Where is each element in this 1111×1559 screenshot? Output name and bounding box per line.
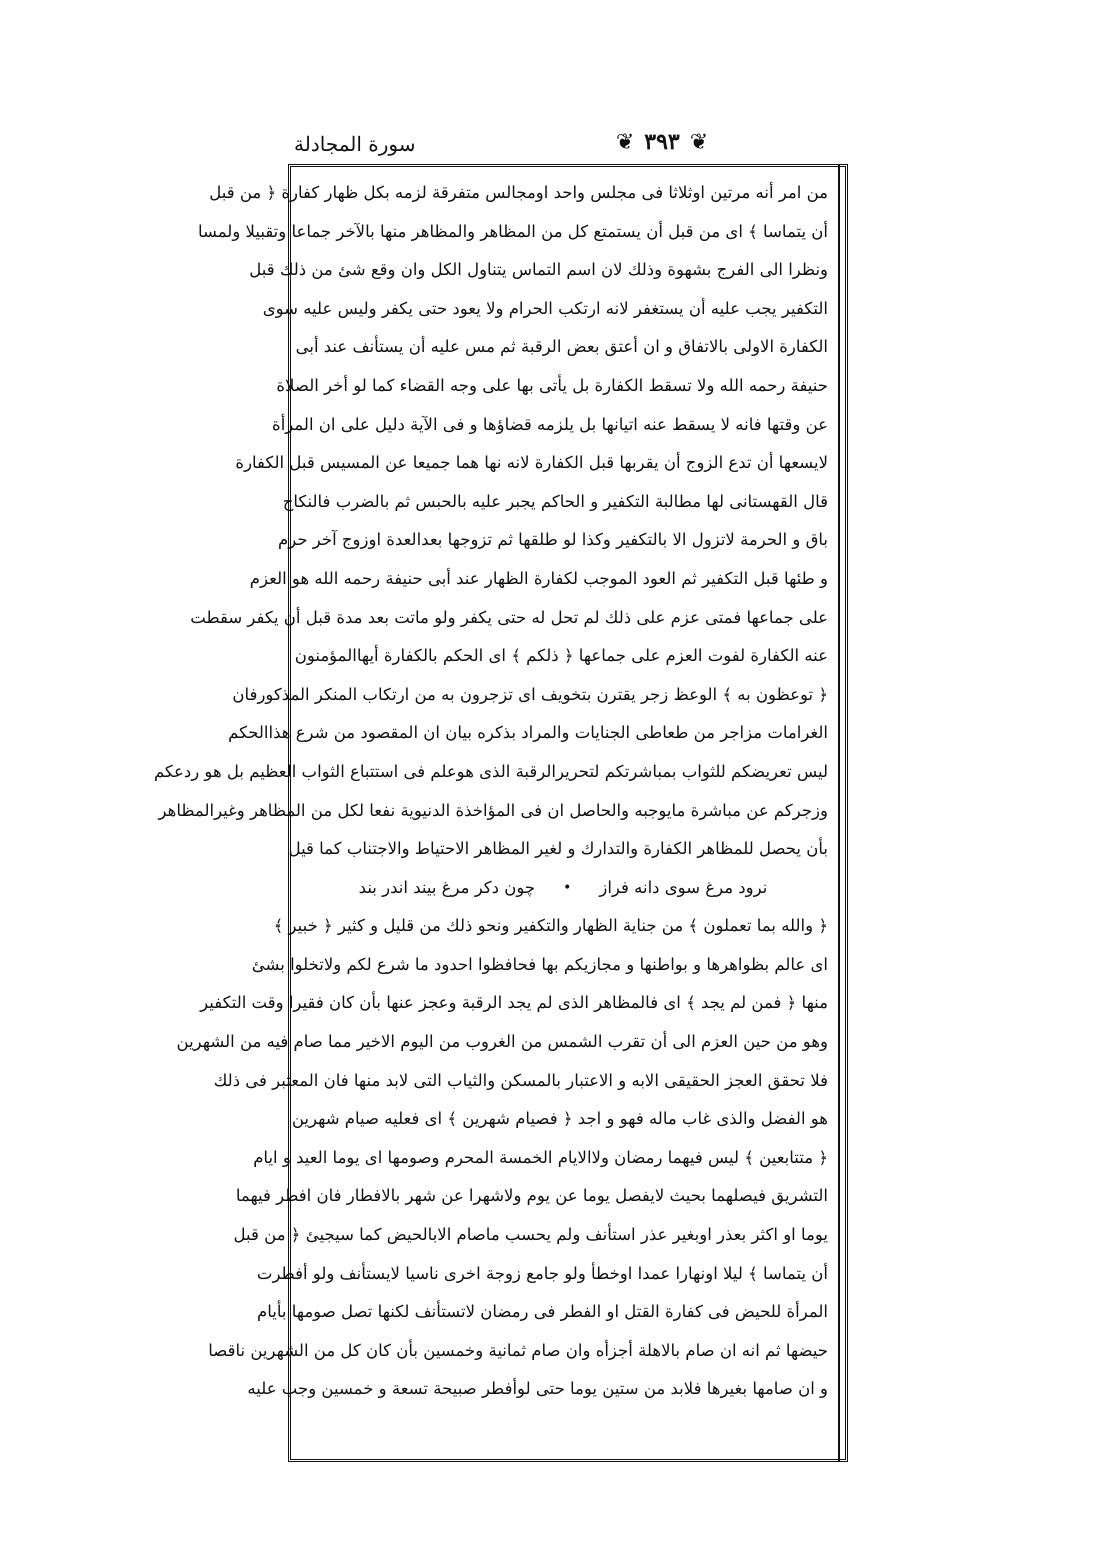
- text-line: وهو من حين العزم الى أن تقرب الشمس من الغروب من اليوم الاخير مما صام فيه من الشهرين: [176, 1032, 828, 1052]
- text-line: ليس تعريضكم للثواب بمباشرتكم لتحريرالرقبة الذى هوعلم فى استتباع الثواب العظيم بل هو ردعكم: [153, 761, 828, 781]
- text-block: [153, 174, 828, 1454]
- text-line: لايسعها أن تدع الزوج أن يقربها قبل الكفارة لانه نها هما جميعا عن المسيس قبل الكفارة: [235, 453, 828, 473]
- poem-hemistich-left: چون دكر مرغ بيند اندر بند: [358, 877, 536, 897]
- text-line: التكفير يجب عليه أن يستغفر لانه ارتكب الحرام ولا يعود حتى يكفر وليس عليه سوى: [262, 298, 828, 318]
- text-line: ﴿ متتابعين ﴾ ليس فيهما رمضان ولاالايام الخمسة المحرم وصومها اى يوما العيد و ايام: [253, 1147, 828, 1167]
- text-line: حنيفة رحمه الله ولا تسقط الكفارة بل يأتى بها على وجه القضاء كما لو أخر الصلاة: [276, 375, 828, 395]
- text-line: هو الفضل والذى غاب ماله فهو و اجد ﴿ فصيام شهرين ﴾ اى فعليه صيام شهرين: [291, 1109, 828, 1129]
- page-header: [288, 128, 848, 164]
- text-line: يوما او اكثر بعذر اوبغير عذر استأنف ولم يحسب ماصام الابالحيض كما سيجيئ ﴿ من قبل: [233, 1225, 828, 1245]
- page-number-block: [592, 124, 732, 160]
- text-line: الغرامات مزاجر من طعاطى الجنايات والمراد بذكره بيان ان المقصود من شرع هذاالحكم: [228, 723, 828, 743]
- text-line: قال القهستانى لها مطالبة التكفير و الحاكم يجبر عليه بالحبس ثم بالضرب فالنكاح: [282, 491, 828, 511]
- text-line: أن يتماسا ﴾ ليلا اونهارا عمدا اوخطأ ولو جامع زوجة اخرى ناسيا لايستأنف ولو أفطرت: [256, 1263, 828, 1283]
- surah-name: سورة المجادلة: [294, 132, 416, 156]
- poem-hemistich-right: نرود مرغ سوى دانه فراز: [599, 877, 768, 897]
- text-line: باق و الحرمة لاتزول الا بالتكفير وكذا لو طلقها ثم تزوجها بعدالعدة اوزوج آخر حرم: [278, 530, 828, 550]
- poem-separator: •: [563, 879, 572, 896]
- text-line: ونظرا الى الفرج بشهوة وذلك لان اسم التماس يتناول الكل وان وقع شئ من ذلك قبل: [249, 260, 828, 280]
- text-line: المرأة للحيض فى كفارة القتل او الفطر فى رمضان لاتستأنف لكنها تصل صومها بأيام: [257, 1302, 828, 1322]
- text-line: على جماعها فمتى عزم على ذلك لم تحل له حتى يكفر ولو ماتت بعد مدة قبل أن يكفر سقطت: [190, 607, 828, 627]
- text-line: حيضها ثم انه ان صام بالاهلة أجزأه وان صام ثمانية وخمسين بأن كان كل من الشهرين ناقصا: [208, 1340, 828, 1360]
- text-line: عن وقتها فانه لا يسقط عنه اتيانها بل يلزمه قضاؤها و فى الآية دليل على ان المرأة: [272, 414, 828, 434]
- text-line: الكفارة الاولى بالاتفاق و ان أعتق بعض الرقبة ثم مس عليه أن يستأنف عند أبى: [295, 337, 828, 357]
- text-line: التشريق فيصلهما بحيث لايفصل يوما عن يوم ولاشهرا عن شهر بالافطار فان افطر فيهما: [235, 1186, 828, 1206]
- text-line: بأن يحصل للمظاهر الكفارة والتدارك و لغير المظاهر الاحتياط والاجتناب كما قيل: [288, 839, 828, 859]
- text-line: عنه الكفارة لفوت العزم على جماعها ﴿ ذلكم ﴾ اى الحكم بالكفارة أيهاالمؤمنون: [294, 646, 828, 666]
- text-line: منها ﴿ فمن لم يجد ﴾ اى فالمظاهر الذى لم يجد الرقبة وعجز عنها بأن كان فقيرا وقت التكفير: [200, 993, 828, 1013]
- ornament-right-icon: ❦: [689, 129, 709, 155]
- text-line: و طئها قبل التكفير ثم العود الموجب لكفارة الظهار عند أبى حنيفة رحمه الله هو العزم: [249, 568, 828, 588]
- text-line: اى عالم بظواهرها و بواطنها و مجازيكم بها فحافظوا احدود ما شرع لكم ولاتخلوا بشئ: [251, 954, 828, 974]
- text-line: ﴿ توعظون به ﴾ الوعظ زجر يقترن بتخويف اى تزجرون به من ارتكاب المنكر المذكورفان: [232, 684, 828, 704]
- text-line: وزجركم عن مباشرة مايوجبه والحاصل ان فى المؤاخذة الدنيوية نفعا لكل من المظاهر وغيرالمظاهر: [158, 800, 828, 820]
- frame-rule: [838, 164, 840, 1462]
- text-line: ﴿ والله بما تعملون ﴾ من جناية الظهار والتكفير ونحو ذلك من قليل و كثير ﴿ خبير ﴾: [273, 916, 828, 936]
- ornament-left-icon: ❦: [615, 129, 635, 155]
- text-line: أن يتماسا ﴾ اى من قبل أن يستمتع كل من المظاهر والمظاهر منها بالآخر جماعا وتقبيلا ولمسا: [198, 221, 828, 241]
- text-line: فلا تحقق العجز الحقيقى الابه و الاعتبار بالمسكن والثياب التى لابد منها فان المعتبر فى ذلك: [213, 1070, 828, 1090]
- poem-verse: [298, 869, 828, 908]
- page-number: ٣٩٣: [644, 129, 680, 155]
- text-line: و ان صامها بغيرها فلابد من ستين يوما حتى لوأفطر صبيحة تسعة و خمسين وجب عليه: [247, 1379, 828, 1399]
- text-line: من امر أنه مرتين اوثلاثا فى مجلس واحد اومجالس متفرقة لزمه بكل ظهار كفارة ﴿ من قبل: [209, 183, 828, 202]
